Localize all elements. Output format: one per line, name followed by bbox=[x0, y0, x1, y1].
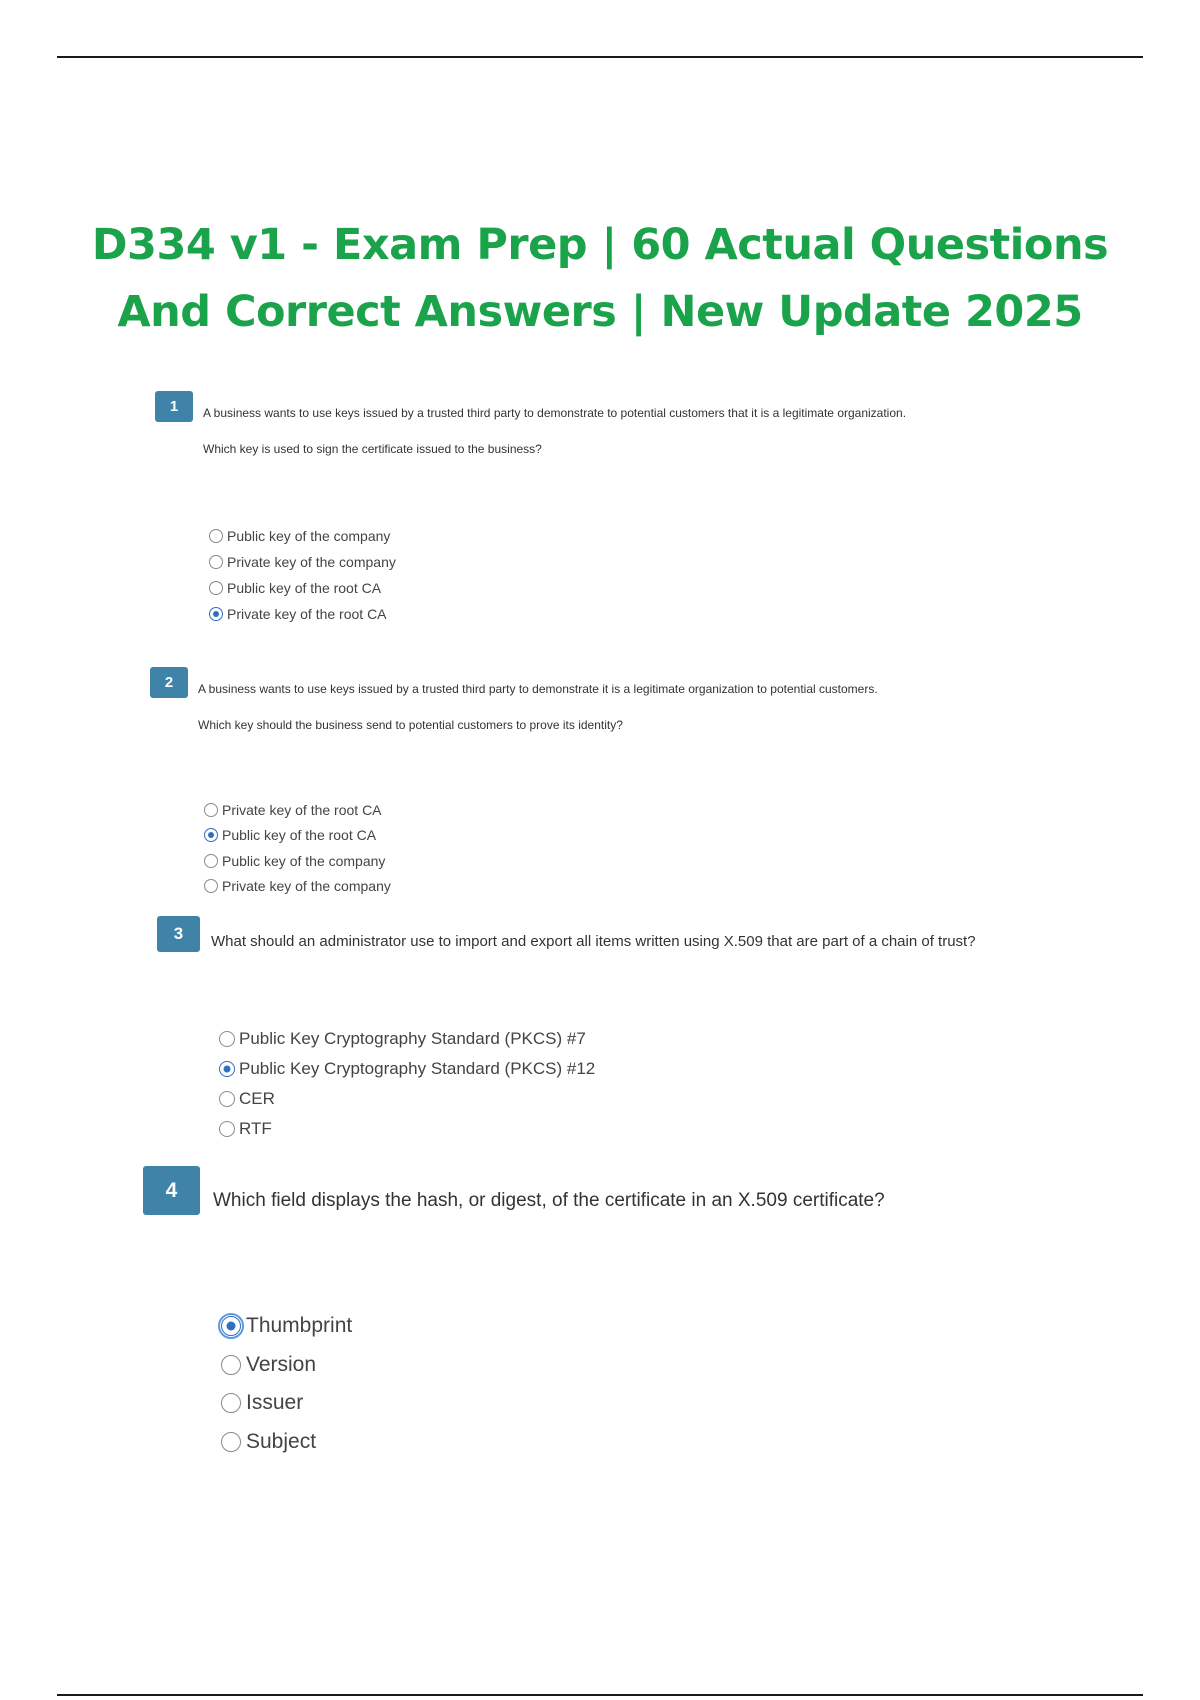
radio-unselected-icon[interactable] bbox=[209, 581, 223, 595]
question-text: What should an administrator use to import and export all items written using X.509 that are part of a chain of trust? bbox=[211, 933, 976, 950]
radio-unselected-icon[interactable] bbox=[209, 555, 223, 569]
question-number-badge: 4 bbox=[143, 1166, 200, 1215]
answer-option-label: Private key of the root CA bbox=[227, 606, 387, 622]
question-text: A business wants to use keys issued by a trusted third party to demonstrate to potential customers that it is a legitimate organization. bbox=[203, 406, 907, 420]
answer-option[interactable] bbox=[204, 823, 391, 849]
question-text: Which field displays the hash, or digest, of the certificate in an X.509 certificate? bbox=[213, 1190, 885, 1211]
answer-options bbox=[219, 1024, 595, 1144]
answer-option[interactable] bbox=[204, 874, 391, 900]
radio-unselected-icon[interactable] bbox=[219, 1121, 235, 1137]
answer-options bbox=[209, 523, 396, 627]
radio-unselected-icon[interactable] bbox=[204, 854, 218, 868]
radio-unselected-icon[interactable] bbox=[204, 803, 218, 817]
answer-option-label: Private key of the root CA bbox=[222, 801, 382, 818]
answer-option-label: Thumbprint bbox=[246, 1314, 353, 1338]
answer-option-label: Private key of the company bbox=[222, 878, 391, 895]
answer-option-label: Public Key Cryptography Standard (PKCS) #7 bbox=[239, 1029, 586, 1048]
radio-selected-icon[interactable] bbox=[219, 1061, 235, 1077]
answer-options bbox=[221, 1307, 352, 1461]
answer-options bbox=[204, 797, 391, 899]
answer-option[interactable] bbox=[221, 1384, 352, 1423]
answer-option[interactable] bbox=[209, 523, 396, 549]
radio-unselected-icon[interactable] bbox=[219, 1031, 235, 1047]
title-line-1: D334 v1 - Exam Prep | 60 Actual Questions bbox=[91, 220, 1109, 270]
answer-option[interactable] bbox=[204, 797, 391, 823]
top-rule bbox=[57, 56, 1143, 58]
radio-selected-icon[interactable] bbox=[221, 1316, 241, 1336]
answer-option[interactable] bbox=[219, 1024, 595, 1054]
radio-unselected-icon[interactable] bbox=[219, 1091, 235, 1107]
answer-option-label: Public key of the root CA bbox=[227, 580, 382, 596]
answer-option[interactable] bbox=[209, 601, 396, 627]
radio-selected-icon[interactable] bbox=[204, 828, 218, 842]
radio-unselected-icon[interactable] bbox=[204, 879, 218, 893]
answer-option[interactable] bbox=[219, 1054, 595, 1084]
answer-option-label: Version bbox=[246, 1352, 317, 1376]
answer-option-label: CER bbox=[239, 1089, 275, 1108]
answer-option[interactable] bbox=[209, 575, 396, 601]
bottom-rule bbox=[57, 1694, 1143, 1696]
question-number-badge: 1 bbox=[155, 391, 193, 422]
radio-unselected-icon[interactable] bbox=[221, 1393, 241, 1413]
answer-option[interactable] bbox=[219, 1114, 595, 1144]
answer-option[interactable] bbox=[221, 1423, 352, 1462]
radio-unselected-icon[interactable] bbox=[221, 1355, 241, 1375]
question-number-badge: 3 bbox=[157, 916, 200, 952]
radio-unselected-icon[interactable] bbox=[221, 1432, 241, 1452]
document-title bbox=[0, 212, 1200, 346]
answer-option-label: Issuer bbox=[246, 1391, 304, 1415]
answer-option-label: Private key of the company bbox=[227, 554, 396, 570]
answer-option[interactable] bbox=[219, 1084, 595, 1114]
answer-option[interactable] bbox=[221, 1346, 352, 1385]
question-number-badge: 2 bbox=[150, 667, 188, 698]
answer-option[interactable] bbox=[221, 1307, 352, 1346]
title-line-2: And Correct Answers | New Update 2025 bbox=[117, 287, 1083, 337]
question-subtext: Which key should the business send to potential customers to prove its identity? bbox=[198, 718, 623, 732]
answer-option-label: Public key of the company bbox=[227, 528, 391, 544]
answer-option-label: RTF bbox=[239, 1119, 272, 1138]
answer-option-label: Public Key Cryptography Standard (PKCS) #12 bbox=[239, 1059, 596, 1078]
answer-option-label: Subject bbox=[246, 1429, 317, 1453]
radio-selected-icon[interactable] bbox=[209, 607, 223, 621]
answer-option[interactable] bbox=[204, 848, 391, 874]
answer-option[interactable] bbox=[209, 549, 396, 575]
question-subtext: Which key is used to sign the certificate issued to the business? bbox=[203, 442, 542, 456]
answer-option-label: Public key of the company bbox=[222, 852, 386, 869]
question-text: A business wants to use keys issued by a trusted third party to demonstrate it is a legitimate organization to potential customers. bbox=[198, 682, 878, 696]
answer-option-label: Public key of the root CA bbox=[222, 827, 377, 844]
radio-unselected-icon[interactable] bbox=[209, 529, 223, 543]
